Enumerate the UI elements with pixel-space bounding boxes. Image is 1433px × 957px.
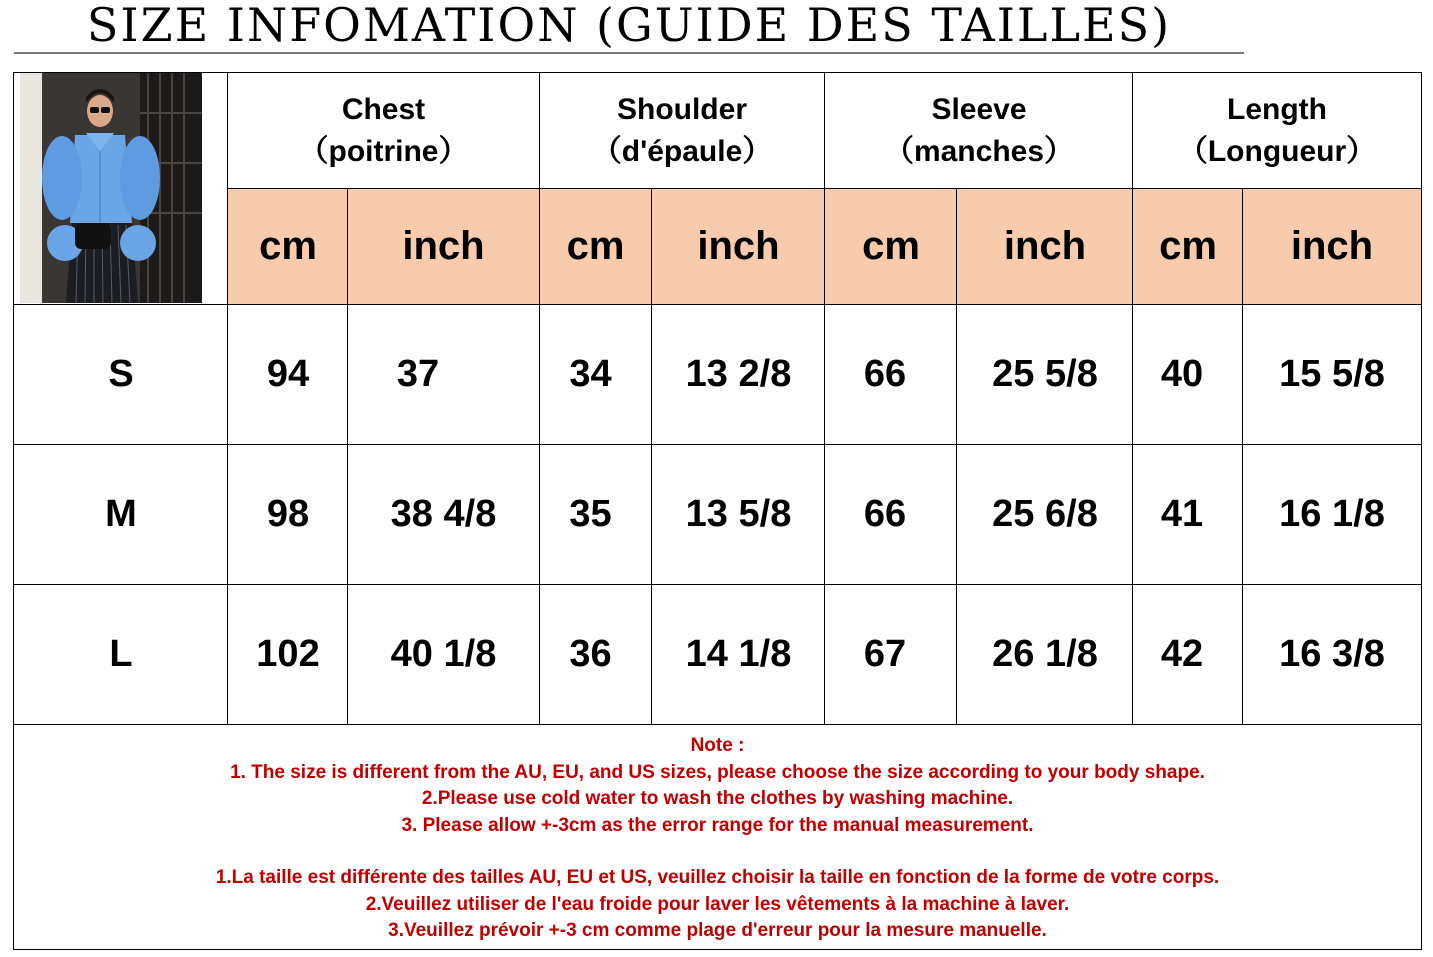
note-line: 2.Veuillez utiliser de l'eau froide pour laver les vêtements à la machine à laver. <box>365 893 1070 915</box>
table-cell: 13 2/8 <box>685 353 792 395</box>
grid-line <box>14 444 1421 445</box>
grid-line <box>14 584 1421 585</box>
grid-line <box>227 73 228 724</box>
unit-cm: cm <box>259 224 317 268</box>
table-cell: 67 <box>863 633 907 675</box>
notes-section <box>14 725 1421 949</box>
page-title: SIZE INFOMATION (GUIDE DES TAILLES) <box>14 0 1244 54</box>
table-cell: 40 <box>1160 353 1204 395</box>
grid-line <box>347 189 348 724</box>
length-header <box>1133 73 1421 189</box>
table-cell: 66 <box>863 353 907 395</box>
measure-sub: （manches） <box>883 135 1075 168</box>
table-cell: 37 <box>396 353 440 395</box>
notes-spacer <box>14 839 1421 865</box>
table-cell: 94 <box>266 353 310 395</box>
note-line: 2.Please use cold water to wash the clothes by washing machine. <box>421 788 1014 809</box>
grid-line <box>956 189 957 724</box>
measure-name: Chest <box>341 93 426 126</box>
note-line: 1. The size is different from the AU, EU, and US sizes, please choose the size according to your body shape. <box>230 761 1205 783</box>
size-label: M <box>105 493 137 535</box>
table-cell: 15 5/8 <box>1279 353 1385 395</box>
table-cell: 16 1/8 <box>1279 493 1385 535</box>
measure-name: Sleeve <box>931 93 1027 126</box>
sleeve-header <box>825 73 1133 189</box>
grid-line <box>824 73 825 724</box>
table-cell: 42 <box>1160 633 1204 675</box>
unit-inch: inch <box>697 224 780 268</box>
unit-cm: cm <box>1159 224 1217 268</box>
measure-name: Shoulder <box>616 93 747 126</box>
table-cell: 35 <box>569 493 612 535</box>
shoulder-header <box>539 73 825 189</box>
grid-line <box>1242 189 1243 724</box>
model-in-blue-shirt-image <box>20 73 202 303</box>
unit-inch: inch <box>1290 224 1374 268</box>
measure-sub: （poitrine） <box>298 135 469 168</box>
table-cell: 16 3/8 <box>1279 633 1385 675</box>
unit-inch: inch <box>402 224 485 268</box>
chest-header <box>228 73 539 189</box>
notes-heading: Note : <box>690 735 745 756</box>
unit-inch: inch <box>1003 224 1087 268</box>
table-cell: 66 <box>863 493 907 535</box>
grid-line <box>651 189 652 724</box>
table-cell: 34 <box>569 353 612 395</box>
unit-cm: cm <box>566 224 625 268</box>
measure-sub: （Longueur） <box>1177 135 1377 168</box>
table-cell: 41 <box>1160 493 1204 535</box>
note-line: 3.Veuillez prévoir +-3 cm comme plage d'erreur pour la mesure manuelle. <box>388 920 1047 941</box>
table-cell: 102 <box>256 633 320 675</box>
table-cell: 25 6/8 <box>992 493 1098 535</box>
table-cell: 40 1/8 <box>390 633 497 675</box>
unit-cm: cm <box>862 224 920 268</box>
table-cell: 26 1/8 <box>992 633 1098 675</box>
table-cell: 14 1/8 <box>685 633 792 675</box>
product-photo <box>20 73 202 303</box>
note-line: 1.La taille est différente des tailles AU, EU et US, veuillez choisir la taille en fonction de la forme de votre corps. <box>215 867 1220 888</box>
measure-name: Length <box>1227 93 1327 126</box>
table-cell: 36 <box>569 633 612 675</box>
table-cell: 98 <box>266 493 310 535</box>
size-label: L <box>109 633 133 675</box>
table-cell: 13 5/8 <box>685 493 792 535</box>
size-label: S <box>108 353 134 395</box>
table-cell: 25 5/8 <box>992 353 1098 395</box>
grid-line <box>539 73 540 724</box>
grid-line <box>14 304 1421 305</box>
measure-sub: （d'épaule） <box>591 135 773 168</box>
note-line: 3. Please allow +-3cm as the error range for the manual measurement. <box>401 814 1034 836</box>
grid-line <box>1132 73 1133 724</box>
table-cell: 38 4/8 <box>390 493 497 535</box>
